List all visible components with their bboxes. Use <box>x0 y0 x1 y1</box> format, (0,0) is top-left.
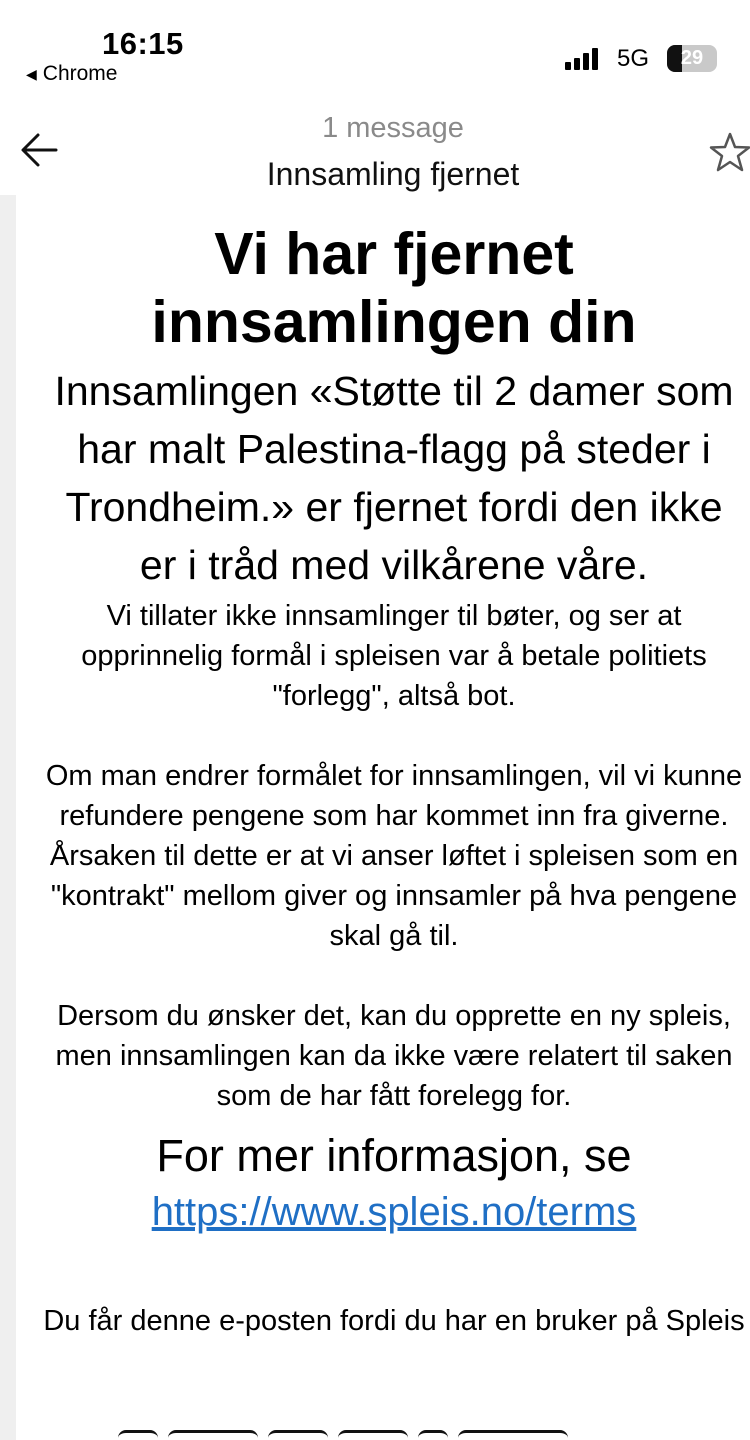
back-to-app-link[interactable] <box>26 62 117 86</box>
back-triangle-icon: ◀ <box>26 65 37 82</box>
footer-note: Du får denne e-posten fordi du har en bruker på Spleis <box>43 1305 745 1337</box>
clock: 16:15 <box>102 26 184 61</box>
paragraph-fines: Vi tillater ikke innsamlinger til bøter, og ser at opprinnelig formål i spleisen var å betale politiets "forlegg", altså bot. <box>81 600 707 712</box>
star-button[interactable] <box>708 130 750 179</box>
email-headline: Vi har fjernet innsamlingen din <box>151 221 637 355</box>
more-info-text: For mer informasjon, se <box>156 1130 632 1181</box>
paragraph-new-spleis: Dersom du ønsker det, kan du opprette en ny spleis, men innsamlingen kan da ikke være relatert til saken som de har fått forelegg for. <box>55 1000 733 1112</box>
email-body <box>40 220 748 1342</box>
star-icon <box>708 130 750 174</box>
message-header <box>0 100 750 195</box>
battery-level: 29 <box>680 47 704 69</box>
left-edge-strip <box>0 195 16 1440</box>
signal-icon <box>565 48 598 70</box>
back-app-label: Chrome <box>42 62 118 85</box>
network-type: 5G <box>617 45 650 72</box>
truncated-text-line <box>118 1430 638 1440</box>
paragraph-refund: Om man endrer formålet for innsamlingen, vil vi kunne refundere pengene som har kommet inn fra giverne. Årsaken til dette er at vi anser løftet i spleisen som en "kontrakt" mellom giver og innsamler på hva pengene skal gå til. <box>45 760 743 952</box>
terms-link[interactable]: https://www.spleis.no/terms <box>151 1190 637 1234</box>
email-subject: Innsamling fjernet <box>266 156 520 192</box>
email-intro: Innsamlingen «Støtte til 2 damer som har malt Palestina-flagg på steder i Trondheim.» er fjernet fordi den ikke er i tråd med vilkårene våre. <box>54 368 734 588</box>
battery-icon <box>667 45 717 72</box>
status-bar <box>0 0 750 100</box>
message-count: 1 message <box>322 112 464 144</box>
